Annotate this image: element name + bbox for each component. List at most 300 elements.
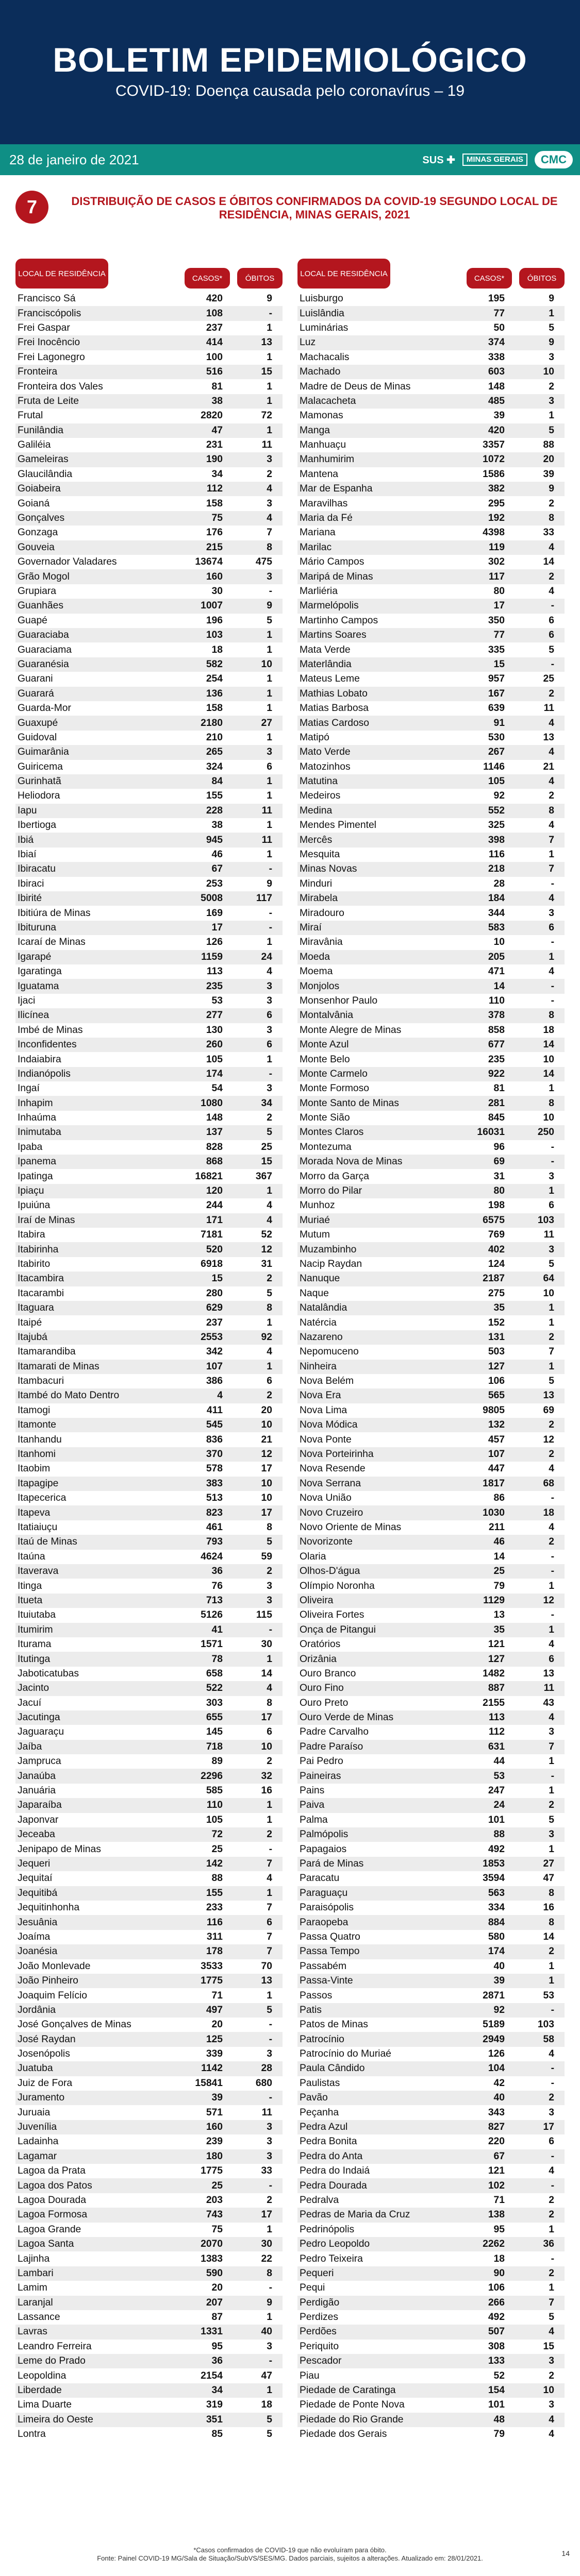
municipality-name: Olaria <box>300 1551 326 1562</box>
municipality-name: Montezuma <box>300 1141 352 1153</box>
deaths-value: 17 <box>261 1507 272 1518</box>
deaths-value: - <box>551 980 554 992</box>
cases-value: 105 <box>206 1054 223 1065</box>
deaths-value: 3 <box>267 571 272 582</box>
municipality-name: Matozinhos <box>300 761 351 772</box>
deaths-value: 475 <box>255 556 272 568</box>
table-row <box>15 540 283 555</box>
deaths-value: - <box>551 2004 554 2015</box>
cases-value: 136 <box>206 688 223 699</box>
deaths-value: - <box>551 1566 554 1577</box>
cases-value: 386 <box>206 1376 223 1387</box>
deaths-value: 3 <box>267 2136 272 2147</box>
cases-value: 215 <box>206 541 223 553</box>
deaths-value: 1 <box>267 732 272 743</box>
deaths-value: 3 <box>549 2355 554 2367</box>
cases-value: 2155 <box>483 1697 505 1708</box>
deaths-value: 10 <box>543 366 554 378</box>
table-row <box>297 1403 565 1418</box>
municipality-name: Nova Módica <box>300 1419 358 1431</box>
table-row <box>15 862 283 876</box>
table-row <box>15 716 283 730</box>
cases-value: 247 <box>488 1785 505 1797</box>
cases-value: 35 <box>493 1302 505 1314</box>
municipality-name: Goianá <box>18 498 50 509</box>
header <box>0 0 580 144</box>
deaths-value: 12 <box>261 1244 272 1255</box>
municipality-name: Passa Quatro <box>300 1931 360 1942</box>
table-row <box>15 687 283 701</box>
deaths-value: 1 <box>549 1361 554 1372</box>
deaths-value: 10 <box>261 658 272 670</box>
cases-value: 629 <box>206 1302 223 1314</box>
municipality-name: Oliveira Fortes <box>300 1609 364 1621</box>
deaths-value: 6 <box>267 1917 272 1928</box>
cases-value: 92 <box>493 790 505 802</box>
municipality-name: Ibiaí <box>18 849 37 860</box>
deaths-value: - <box>551 1609 554 1621</box>
municipality-name: Maria da Fé <box>300 513 353 524</box>
cases-value: 18 <box>493 2253 505 2264</box>
municipality-name: Grupiara <box>18 586 57 597</box>
municipality-name: Nova Ponte <box>300 1434 352 1445</box>
deaths-value: 6 <box>267 1010 272 1021</box>
deaths-value: 36 <box>543 2239 554 2250</box>
deaths-value: 10 <box>261 1478 272 1489</box>
cases-value: 86 <box>493 1493 505 1504</box>
cases-value: 155 <box>206 790 223 802</box>
deaths-value: - <box>551 1551 554 1562</box>
table-row <box>15 1505 283 1520</box>
table-row <box>297 2105 565 2120</box>
right-rows <box>297 292 565 2442</box>
deaths-value: 1 <box>549 2282 554 2294</box>
deaths-value: 2 <box>549 1946 554 1957</box>
deaths-value: - <box>269 1843 272 1855</box>
table-row <box>297 423 565 438</box>
deaths-value: 1 <box>267 688 272 699</box>
municipality-name: Pedra Dourada <box>300 2180 367 2191</box>
deaths-value: 115 <box>256 1609 272 1621</box>
municipality-name: Francisco Sá <box>18 293 76 304</box>
table-row <box>297 2266 565 2281</box>
table-row <box>15 1462 283 1476</box>
municipality-name: Passa Tempo <box>300 1946 360 1957</box>
table-row <box>15 1623 283 1637</box>
deaths-value: 1 <box>549 1185 554 1197</box>
deaths-value: 7 <box>267 527 272 538</box>
deaths-value: 3 <box>267 2048 272 2060</box>
table-row <box>15 1477 283 1491</box>
deaths-value: 8 <box>267 1697 272 1708</box>
cases-value: 101 <box>488 2399 505 2411</box>
table-row <box>15 1667 283 1681</box>
table-row <box>297 1228 565 1242</box>
deaths-value: 9 <box>267 2297 272 2308</box>
deaths-value: 3 <box>267 2122 272 2133</box>
table-row <box>297 672 565 686</box>
deaths-value: 14 <box>543 1068 554 1079</box>
cases-value: 266 <box>488 2297 505 2308</box>
cases-value: 127 <box>488 1361 505 1372</box>
table-row <box>297 1827 565 1842</box>
municipality-name: Padre Paraíso <box>300 1741 363 1752</box>
table-row <box>297 760 565 774</box>
municipality-name: Juvenília <box>18 2122 57 2133</box>
table-row <box>15 2237 283 2251</box>
cases-value: 41 <box>211 1624 223 1635</box>
table-row <box>297 467 565 482</box>
municipality-name: Monte Alegre de Minas <box>300 1024 402 1036</box>
table-row <box>297 2281 565 2295</box>
deaths-value: 11 <box>543 1683 554 1694</box>
municipality-name: Monte Belo <box>300 1054 350 1065</box>
table-row <box>15 1974 283 1988</box>
deaths-value: 4 <box>549 2429 554 2440</box>
deaths-value: 6 <box>267 1039 272 1050</box>
municipality-name: Olímpio Noronha <box>300 1580 375 1591</box>
deaths-value: 2 <box>549 571 554 582</box>
municipality-name: Goiabeira <box>18 483 61 495</box>
table-row <box>15 1301 283 1315</box>
municipality-name: Machado <box>300 366 341 378</box>
table-row <box>15 979 283 993</box>
municipality-name: Paraopeba <box>300 1917 349 1928</box>
municipality-name: Medeiros <box>300 790 341 802</box>
table-row <box>297 2251 565 2266</box>
cases-value: 54 <box>211 1083 223 1094</box>
deaths-value: - <box>269 863 272 875</box>
cases-value: 461 <box>206 1522 223 1533</box>
municipality-name: Itanhandu <box>18 1434 62 1445</box>
deaths-value: 3 <box>549 395 554 406</box>
table-row <box>15 964 283 979</box>
table-row <box>15 1901 283 1915</box>
deaths-value: 69 <box>543 1404 554 1416</box>
table-row <box>15 2383 283 2398</box>
cases-value: 2553 <box>201 1331 223 1343</box>
cases-value: 530 <box>488 732 505 743</box>
table-row <box>297 687 565 701</box>
deaths-value: 5 <box>267 615 272 626</box>
table-row <box>297 1491 565 1505</box>
municipality-name: Inconfidentes <box>18 1039 77 1050</box>
cases-value: 1571 <box>201 1639 223 1650</box>
table-row <box>15 1169 283 1183</box>
municipality-name: Lajinha <box>18 2253 50 2264</box>
cases-value: 116 <box>206 1917 223 1928</box>
municipality-name: Patos de Minas <box>300 2019 368 2030</box>
municipality-name: Lagoa dos Patos <box>18 2180 92 2191</box>
municipality-name: Miravânia <box>300 937 343 948</box>
table-row <box>297 1169 565 1183</box>
table-row <box>297 1740 565 1754</box>
deaths-value: 103 <box>537 2019 554 2030</box>
municipality-name: Luminárias <box>300 322 349 333</box>
deaths-value: 10 <box>261 1419 272 1431</box>
col-local: LOCAL DE RESIDÊNCIA <box>15 259 108 289</box>
table-row <box>15 1813 283 1827</box>
municipality-name: Itamogi <box>18 1404 51 1416</box>
municipality-name: Itutinga <box>18 1653 51 1665</box>
table-row <box>297 409 565 423</box>
deaths-value: 3 <box>549 1244 554 1255</box>
table-row <box>15 1637 283 1652</box>
deaths-value: 5 <box>549 2312 554 2323</box>
municipality-name: Inhapim <box>18 1097 53 1109</box>
deaths-value: 1 <box>549 1580 554 1591</box>
municipality-name: Itaipé <box>18 1317 42 1328</box>
municipality-name: Fronteira <box>18 366 58 378</box>
deaths-value: 18 <box>261 2399 272 2411</box>
cases-value: 522 <box>206 1683 223 1694</box>
cases-value: 2949 <box>483 2033 505 2045</box>
deaths-value: 2 <box>549 498 554 509</box>
cases-value: 658 <box>206 1668 223 1679</box>
municipality-name: Mário Campos <box>300 556 364 568</box>
table-row <box>15 2047 283 2061</box>
cases-value: 1159 <box>201 951 223 962</box>
deaths-value: 10 <box>261 1741 272 1752</box>
deaths-value: - <box>269 308 272 319</box>
cases-value: 218 <box>488 863 505 875</box>
deaths-value: 3 <box>549 2399 554 2411</box>
deaths-value: 11 <box>543 1229 554 1241</box>
deaths-value: 4 <box>549 2414 554 2425</box>
cases-value: 127 <box>488 1653 505 1665</box>
cases-value: 81 <box>493 1083 505 1094</box>
table-row <box>15 1447 283 1462</box>
deaths-value: 2 <box>549 1419 554 1431</box>
municipality-name: Itabira <box>18 1229 45 1241</box>
municipality-name: Monte Sião <box>300 1112 350 1124</box>
deaths-value: 1 <box>267 1185 272 1197</box>
table-row <box>15 701 283 716</box>
table-row <box>15 569 283 584</box>
table-row <box>15 1842 283 1856</box>
cases-value: 1775 <box>201 2165 223 2177</box>
cases-value: 2180 <box>201 717 223 728</box>
cases-value: 25 <box>211 2180 223 2191</box>
municipality-name: Guaxupé <box>18 717 58 728</box>
cases-value: 492 <box>488 1843 505 1855</box>
cases-value: 137 <box>206 1127 223 1138</box>
deaths-value: 1 <box>267 776 272 787</box>
deaths-value: - <box>269 2092 272 2104</box>
deaths-value: 1 <box>267 1054 272 1065</box>
deaths-value: - <box>269 2033 272 2045</box>
cases-value: 38 <box>211 395 223 406</box>
cases-value: 103 <box>206 630 223 641</box>
deaths-value: - <box>269 1068 272 1079</box>
deaths-value: 4 <box>549 1463 554 1475</box>
cases-value: 1142 <box>201 2063 223 2074</box>
deaths-value: 2 <box>549 2194 554 2206</box>
deaths-value: 15 <box>261 1156 272 1167</box>
municipality-name: Luz <box>300 337 316 348</box>
municipality-name: Governador Valadares <box>18 556 117 568</box>
municipality-name: Pedra do Anta <box>300 2150 363 2162</box>
cases-value: 131 <box>488 1331 505 1343</box>
table-row <box>15 1125 283 1140</box>
cases-value: 503 <box>488 1346 505 1358</box>
municipality-name: Monte Azul <box>300 1039 349 1050</box>
municipality-name: Nova Lima <box>300 1404 347 1416</box>
cases-value: 71 <box>493 2194 505 2206</box>
footnote-line1: *Casos confirmados de COVID-19 que não evoluíram para óbito. <box>193 2546 387 2554</box>
municipality-name: Indaiabira <box>18 1054 61 1065</box>
municipality-name: Jacuí <box>18 1697 42 1708</box>
cases-value: 36 <box>211 1566 223 1577</box>
deaths-value: - <box>269 922 272 933</box>
municipality-name: Monjolos <box>300 980 340 992</box>
municipality-name: Piedade dos Gerais <box>300 2429 387 2440</box>
municipality-name: Lavras <box>18 2326 47 2337</box>
deaths-value: 24 <box>261 951 272 962</box>
deaths-value: 2 <box>267 1273 272 1284</box>
cases-value: 571 <box>206 2107 223 2118</box>
municipality-name: Funilândia <box>18 425 63 436</box>
cases-value: 420 <box>206 293 223 304</box>
deaths-value: - <box>551 1770 554 1782</box>
cases-value: 343 <box>488 2107 505 2118</box>
cases-value: 769 <box>488 1229 505 1241</box>
cases-value: 516 <box>206 366 223 378</box>
cases-value: 87 <box>211 2312 223 2323</box>
municipality-name: Monte Carmelo <box>300 1068 368 1079</box>
cases-value: 6918 <box>201 1258 223 1269</box>
table-row <box>297 1681 565 1696</box>
table-row <box>297 1871 565 1886</box>
deaths-value: 6 <box>549 1653 554 1665</box>
cases-value: 155 <box>206 1887 223 1899</box>
deaths-value: 59 <box>261 1551 272 1562</box>
deaths-value: - <box>551 1493 554 1504</box>
table-row <box>15 2061 283 2076</box>
cases-value: 133 <box>488 2355 505 2367</box>
municipality-name: Oliveira <box>300 1595 334 1606</box>
table-row <box>297 1667 565 1681</box>
municipality-name: Lagoa Santa <box>18 2239 74 2250</box>
municipality-name: Mato Verde <box>300 747 351 758</box>
table-row <box>297 964 565 979</box>
cases-value: 2262 <box>483 2239 505 2250</box>
table-row <box>15 731 283 745</box>
cases-value: 20 <box>211 2019 223 2030</box>
municipality-name: Itajubá <box>18 1331 47 1343</box>
deaths-value: - <box>269 2180 272 2191</box>
deaths-value: - <box>269 1624 272 1635</box>
municipality-name: Japaraíba <box>18 1800 62 1811</box>
municipality-name: Indianópolis <box>18 1068 71 1079</box>
table-row <box>297 599 565 613</box>
municipality-name: Ibiraci <box>18 878 44 889</box>
deaths-value: 2 <box>267 468 272 480</box>
cases-value: 858 <box>488 1024 505 1036</box>
table-row <box>15 365 283 379</box>
table-row <box>15 1652 283 1666</box>
deaths-value: 6 <box>549 630 554 641</box>
municipality-name: Lima Duarte <box>18 2399 72 2411</box>
municipality-name: Lassance <box>18 2312 60 2323</box>
municipality-name: Iapu <box>18 805 37 816</box>
table-row <box>297 2047 565 2061</box>
cases-value: 119 <box>488 541 505 553</box>
deaths-value: 12 <box>261 1449 272 1460</box>
table-row <box>297 2368 565 2383</box>
municipality-name: Novorizonte <box>300 1536 353 1548</box>
municipality-name: Muriaé <box>300 1214 330 1226</box>
table-row <box>297 1550 565 1564</box>
deaths-value: 25 <box>261 1141 272 1153</box>
deaths-value: 4 <box>267 1683 272 1694</box>
municipality-name: Mateus Leme <box>300 673 360 685</box>
table-row <box>297 1710 565 1725</box>
cases-value: 3533 <box>201 1960 223 1972</box>
deaths-value: 103 <box>537 1214 554 1226</box>
municipality-name: Ingaí <box>18 1083 40 1094</box>
municipality-name: Luislândia <box>300 308 344 319</box>
deaths-value: 5 <box>267 1127 272 1138</box>
table-row <box>297 1345 565 1359</box>
cases-value: 639 <box>488 703 505 714</box>
municipality-name: Piedade de Caratinga <box>300 2385 396 2396</box>
municipality-name: Malacacheta <box>300 395 356 406</box>
cases-value: 88 <box>493 1829 505 1840</box>
table-row <box>297 921 565 935</box>
municipality-name: Guanhães <box>18 600 63 612</box>
table-row <box>15 1038 283 1052</box>
cases-value: 53 <box>211 995 223 1006</box>
deaths-value: 11 <box>261 2107 272 2118</box>
section-title: DISTRIBUIÇÃO DE CASOS E ÓBITOS CONFIRMADOS DA COVID-19 SEGUNDO LOCAL DE RESIDÊNCIA, MINAS GERAIS, 2021 <box>71 195 558 221</box>
cases-value: 101 <box>488 1814 505 1825</box>
municipality-name: Martins Soares <box>300 630 367 641</box>
deaths-value: 17 <box>261 1463 272 1475</box>
deaths-value: 88 <box>543 439 554 451</box>
table-row <box>297 1184 565 1198</box>
deaths-value: 32 <box>261 1770 272 1782</box>
col-local: LOCAL DE RESIDÊNCIA <box>297 259 390 289</box>
municipality-name: Palma <box>300 1814 328 1825</box>
cases-value: 520 <box>206 1244 223 1255</box>
deaths-value: 1 <box>267 425 272 436</box>
deaths-value: 1 <box>267 790 272 802</box>
table-row <box>15 2398 283 2412</box>
table-row <box>297 848 565 862</box>
cases-value: 239 <box>206 2136 223 2147</box>
deaths-value: 6 <box>549 1200 554 1211</box>
deaths-value: 3 <box>549 1829 554 1840</box>
municipality-name: Itapeva <box>18 1507 51 1518</box>
table-row <box>15 394 283 409</box>
table-row <box>297 1608 565 1622</box>
cases-value: 580 <box>488 1931 505 1942</box>
municipality-name: Ibiracatu <box>18 863 56 875</box>
cases-value: 176 <box>206 527 223 538</box>
deaths-value: 1 <box>267 2385 272 2396</box>
deaths-value: 117 <box>256 893 272 904</box>
table-row <box>15 2076 283 2091</box>
table-row <box>297 1769 565 1783</box>
table-row <box>297 584 565 599</box>
municipality-name: Lagoa Formosa <box>18 2209 88 2221</box>
municipality-name: Marmelópolis <box>300 600 359 612</box>
cases-value: 148 <box>206 1112 223 1124</box>
municipality-name: Heliodora <box>18 790 60 802</box>
municipality-name: Limeira do Oeste <box>18 2414 93 2425</box>
cases-value: 88 <box>211 1873 223 1884</box>
